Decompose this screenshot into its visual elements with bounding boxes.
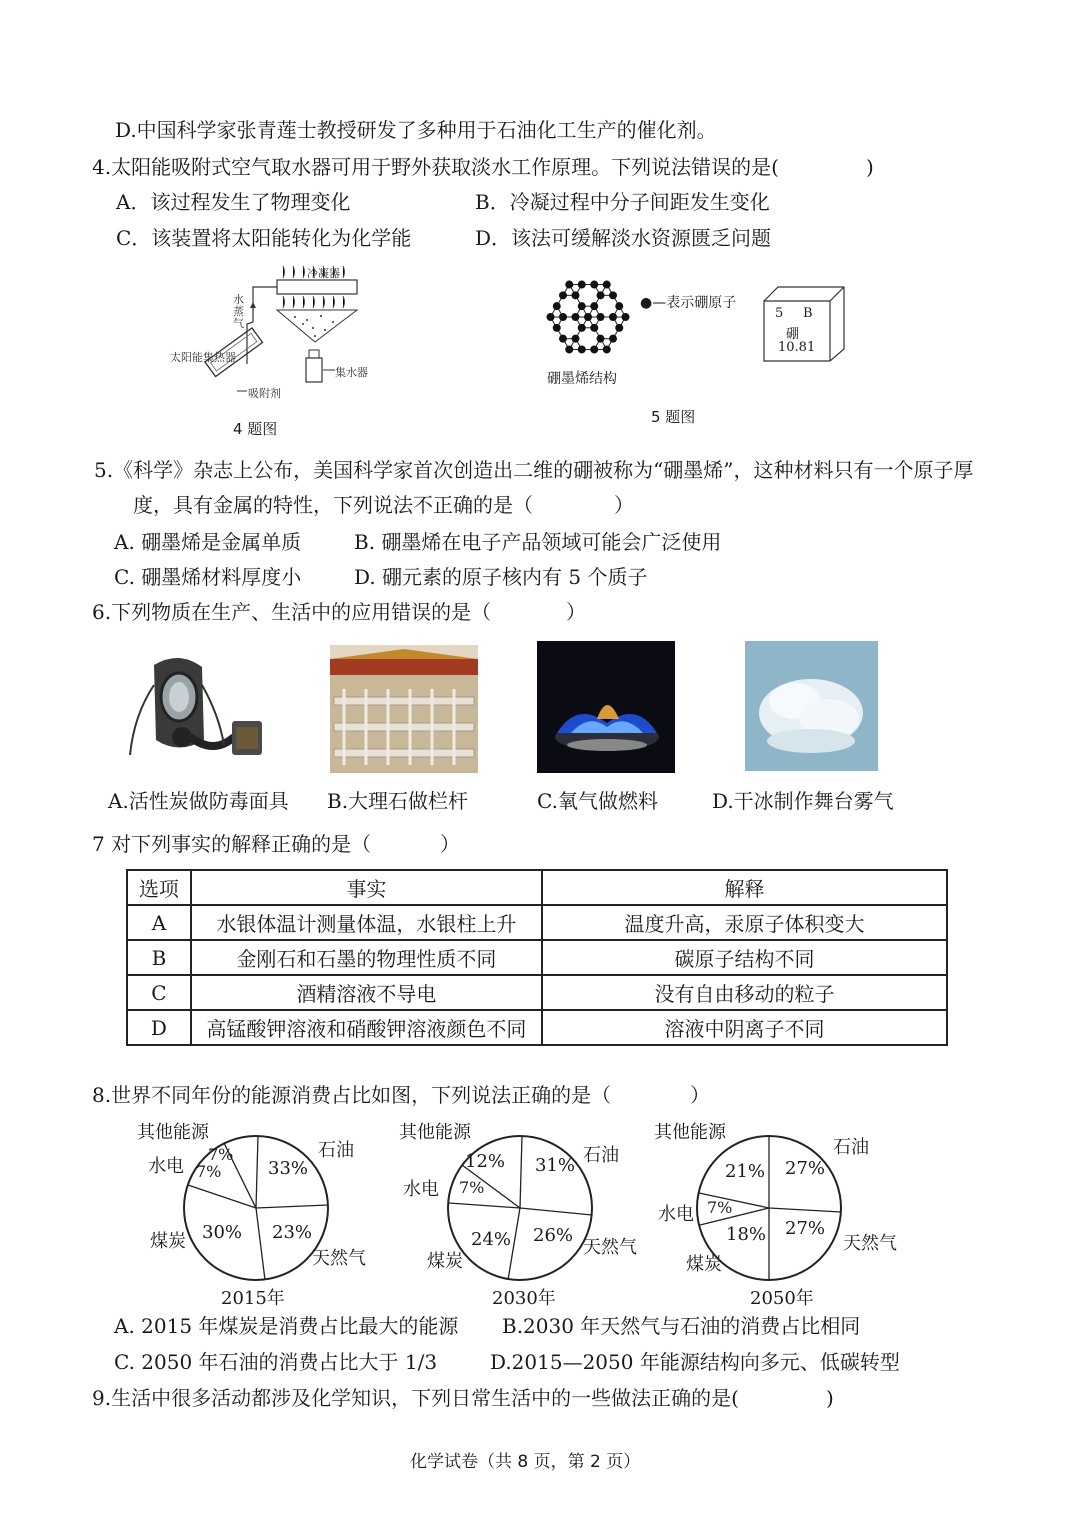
boron-atom [609,335,617,343]
header-explanation: 解释 [542,870,947,905]
q9-stem: 9.生活中很多活动都涉及化学知识，下列日常生活中的一些做法正确的是( [92,1386,739,1410]
header-fact: 事实 [191,870,542,905]
q8-paren-close: ） [690,1083,710,1107]
row-fact: 水银体温计测量体温，水银柱上升 [191,905,542,940]
pie2030-label-coal: 煤炭 [427,1251,463,1272]
q3-option-d: D.中国科学家张青莲士教授研发了多种用于石油化工生产的催化剂。 [115,118,717,142]
boron-atom [597,313,605,321]
row-explanation: 溶液中阴离子不同 [542,1010,947,1045]
funnel [277,310,357,342]
q8-option-a: A. 2015 年煤炭是消费占比最大的能源 [114,1314,459,1338]
pie-2015 [180,1125,330,1285]
row-option: B [127,940,191,975]
pie2030-oil-value: 31% [535,1155,576,1176]
boron-atom [590,281,598,289]
slice-border [520,1208,592,1215]
row-fact: 高锰酸钾溶液和硝酸钾溶液颜色不同 [191,1010,542,1045]
boron-atom [547,313,555,321]
boron-atom [609,313,617,321]
q6-option-d: D.干冰制作舞台雾气 [712,789,894,813]
pie2030-label-gas: 天然气 [583,1237,637,1258]
q4-paren-close: ) [866,155,874,179]
q5-option-d: D. 硼元素的原子核内有 5 个质子 [354,565,648,589]
q7-paren-close: ） [440,832,460,856]
q5-paren-close: ） [614,493,634,517]
element-mass: 10.81 [778,340,816,355]
q5-option-b: B. 硼墨烯在电子产品领域可能会广泛使用 [354,530,722,554]
q4-label-vapor [233,294,245,330]
dry-ice-fog-image [745,641,878,771]
pie2050-label-coal: 煤炭 [686,1254,722,1275]
boron-atom [578,281,586,289]
boron-atom [597,335,605,343]
boron-atom [590,302,598,310]
boron-atom [559,291,567,299]
q6-stem: 6.下列物质在生产、生活中的应用错误的是（ [92,600,492,624]
q5-option-a: A. 硼墨烯是金属单质 [114,530,302,554]
q7-table [126,869,948,1046]
q4-label-water-collector: 集水器 [335,366,368,379]
q4-label-adsorbent: 吸附剂 [248,387,281,400]
slice-border [769,1208,841,1212]
boron-atom [615,324,623,332]
q9-paren-close: ) [826,1386,834,1410]
row-explanation: 温度升高，汞原子体积变大 [542,905,947,940]
pie2015-label-other: 其他能源 [137,1122,209,1143]
table-header-row [127,870,947,905]
pie2050-hydro-value: 7% [707,1198,733,1217]
pie2015-coal-value: 30% [202,1222,243,1243]
boron-atom [590,345,598,353]
boron-atom [553,324,561,332]
table-row [127,1010,947,1045]
vapor-char-1: 水 [233,293,244,306]
q5-stem-line2: 度，具有金属的特性，下列说法不正确的是（ [133,493,533,517]
q6-option-a: A.活性炭做防毒面具 [108,789,289,813]
element-symbol: B [803,306,813,321]
q8-option-c: C. 2050 年石油的消费占比大于 1/3 [114,1350,438,1374]
slice-border [256,1208,265,1280]
element-number: 5 [775,306,784,321]
gas-flame-image [537,641,675,773]
q8-option-d: D.2015—2050 年能源结构向多元、低碳转型 [490,1350,900,1374]
q5-option-c: C. 硼墨烯材料厚度小 [114,565,302,589]
vapor-char-3: 气 [233,317,244,330]
pie2030-label-hydro: 水电 [403,1179,439,1200]
boron-atom [590,324,598,332]
boron-atom [578,324,586,332]
row-fact: 金刚石和石墨的物理性质不同 [191,940,542,975]
pie2050-label-hydro: 水电 [658,1204,694,1225]
q4-stem: 4.太阳能吸附式空气取水器可用于野外获取淡水工作原理。下列说法错误的是( [92,155,779,179]
boron-atom [584,313,592,321]
boron-atom [559,313,567,321]
pie2050-label-gas: 天然气 [843,1233,897,1254]
pie2015-label-hydro: 水电 [148,1156,184,1177]
q8-stem: 8.世界不同年份的能源消费占比如图，下列说法正确的是（ [92,1083,612,1107]
boron-atom [609,291,617,299]
pie2015-year: 2015年 [221,1288,285,1309]
pie2030-gas-value: 26% [533,1225,574,1246]
boron-atom [559,335,567,343]
boron-atom [578,302,586,310]
q4-option-a: A．该过程发生了物理变化 [116,190,351,214]
boron-atom [565,281,573,289]
pie2015-oil-value: 33% [268,1158,309,1179]
q7-stem: 7 对下列事实的解释正确的是（ [92,832,372,856]
boron-atom [603,281,611,289]
q6-option-c: C.氧气做燃料 [537,789,658,813]
q8-option-b: B.2030 年天然气与石油的消费占比相同 [502,1314,861,1338]
q5-atom-legend: ●—表示硼原子 [640,295,737,311]
header-option: 选项 [127,870,191,905]
pie2015-label-gas: 天然气 [312,1248,366,1269]
boron-atom [603,345,611,353]
pie2015-gas-value: 23% [272,1222,313,1243]
q4-label-condenser: 冷凝器 [307,267,340,280]
pie2030-other-value: 12% [465,1151,506,1172]
pie2015-label-coal: 煤炭 [150,1231,186,1252]
pie2050-label-oil: 石油 [833,1137,869,1158]
boron-atom [615,302,623,310]
pie2050-other-value: 21% [725,1161,766,1182]
row-fact: 酒精溶液不导电 [191,975,542,1010]
vapor-char-2: 蒸 [233,305,244,318]
page-footer: 化学试卷（共 8 页，第 2 页） [410,1452,641,1472]
pie2030-year: 2030年 [492,1288,556,1309]
pie2030-label-other: 其他能源 [399,1122,471,1143]
element-name: 硼 [786,327,800,342]
pie2030-hydro-value: 7% [459,1178,485,1197]
row-option: A [127,905,191,940]
pie2030-coal-value: 24% [471,1229,512,1250]
boron-atom [572,335,580,343]
slice-border [256,1205,328,1208]
q5-figure-caption: 5 题图 [651,408,696,426]
borophene-lattice [533,270,643,365]
boron-atom [622,313,630,321]
pie2015-label-oil: 石油 [318,1140,354,1161]
pie2050-label-other: 其他能源 [654,1122,726,1143]
q5-structure-label: 硼墨烯结构 [547,371,617,387]
water-collector-bottle [306,358,322,382]
pie2050-year: 2050年 [750,1288,814,1309]
row-option: D [127,1010,191,1045]
pie2050-gas-value: 27% [785,1218,826,1239]
q4-label-solar-collector: 太阳能集热器 [170,351,236,364]
table-row [127,975,947,1010]
boron-atom [565,345,573,353]
boron-atom [597,291,605,299]
q6-option-b: B.大理石做栏杆 [327,789,469,813]
q4-option-c: C．该装置将太阳能转化为化学能 [116,226,412,250]
slice-border [256,1136,258,1208]
marble-railing-image [330,645,478,773]
q4-figure-caption: 4 题图 [233,420,278,438]
q4-option-d: D．该法可缓解淡水资源匮乏问题 [475,226,772,250]
boron-atom [553,302,561,310]
pie2050-coal-value: 18% [726,1224,767,1245]
pie2030-label-oil: 石油 [583,1145,619,1166]
gas-mask-image [124,645,274,775]
row-explanation: 没有自由移动的粒子 [542,975,947,1010]
pie2015-hydro-value: 7% [196,1162,222,1181]
boron-atom [572,291,580,299]
boron-atom [572,313,580,321]
q5-stem-line1: 5.《科学》杂志上公布，美国科学家首次创造出二维的硼被称为“硼墨烯”，这种材料只有一个原子厚 [94,458,974,482]
q4-option-b: B．冷凝过程中分子间距发生变化 [475,190,770,214]
pie2015-other-value: 7% [208,1145,234,1164]
condenser-tube [277,280,357,294]
pie-2030 [444,1125,594,1285]
pie2050-oil-value: 27% [785,1158,826,1179]
atom-legend-text: 表示硼原子 [666,295,737,311]
slice-border [520,1136,522,1208]
row-explanation: 碳原子结构不同 [542,940,947,975]
row-option: C [127,975,191,1010]
table-row [127,940,947,975]
q6-paren-close: ） [566,600,586,624]
slice-border [449,1203,520,1208]
table-row [127,905,947,940]
boron-atom [578,345,586,353]
